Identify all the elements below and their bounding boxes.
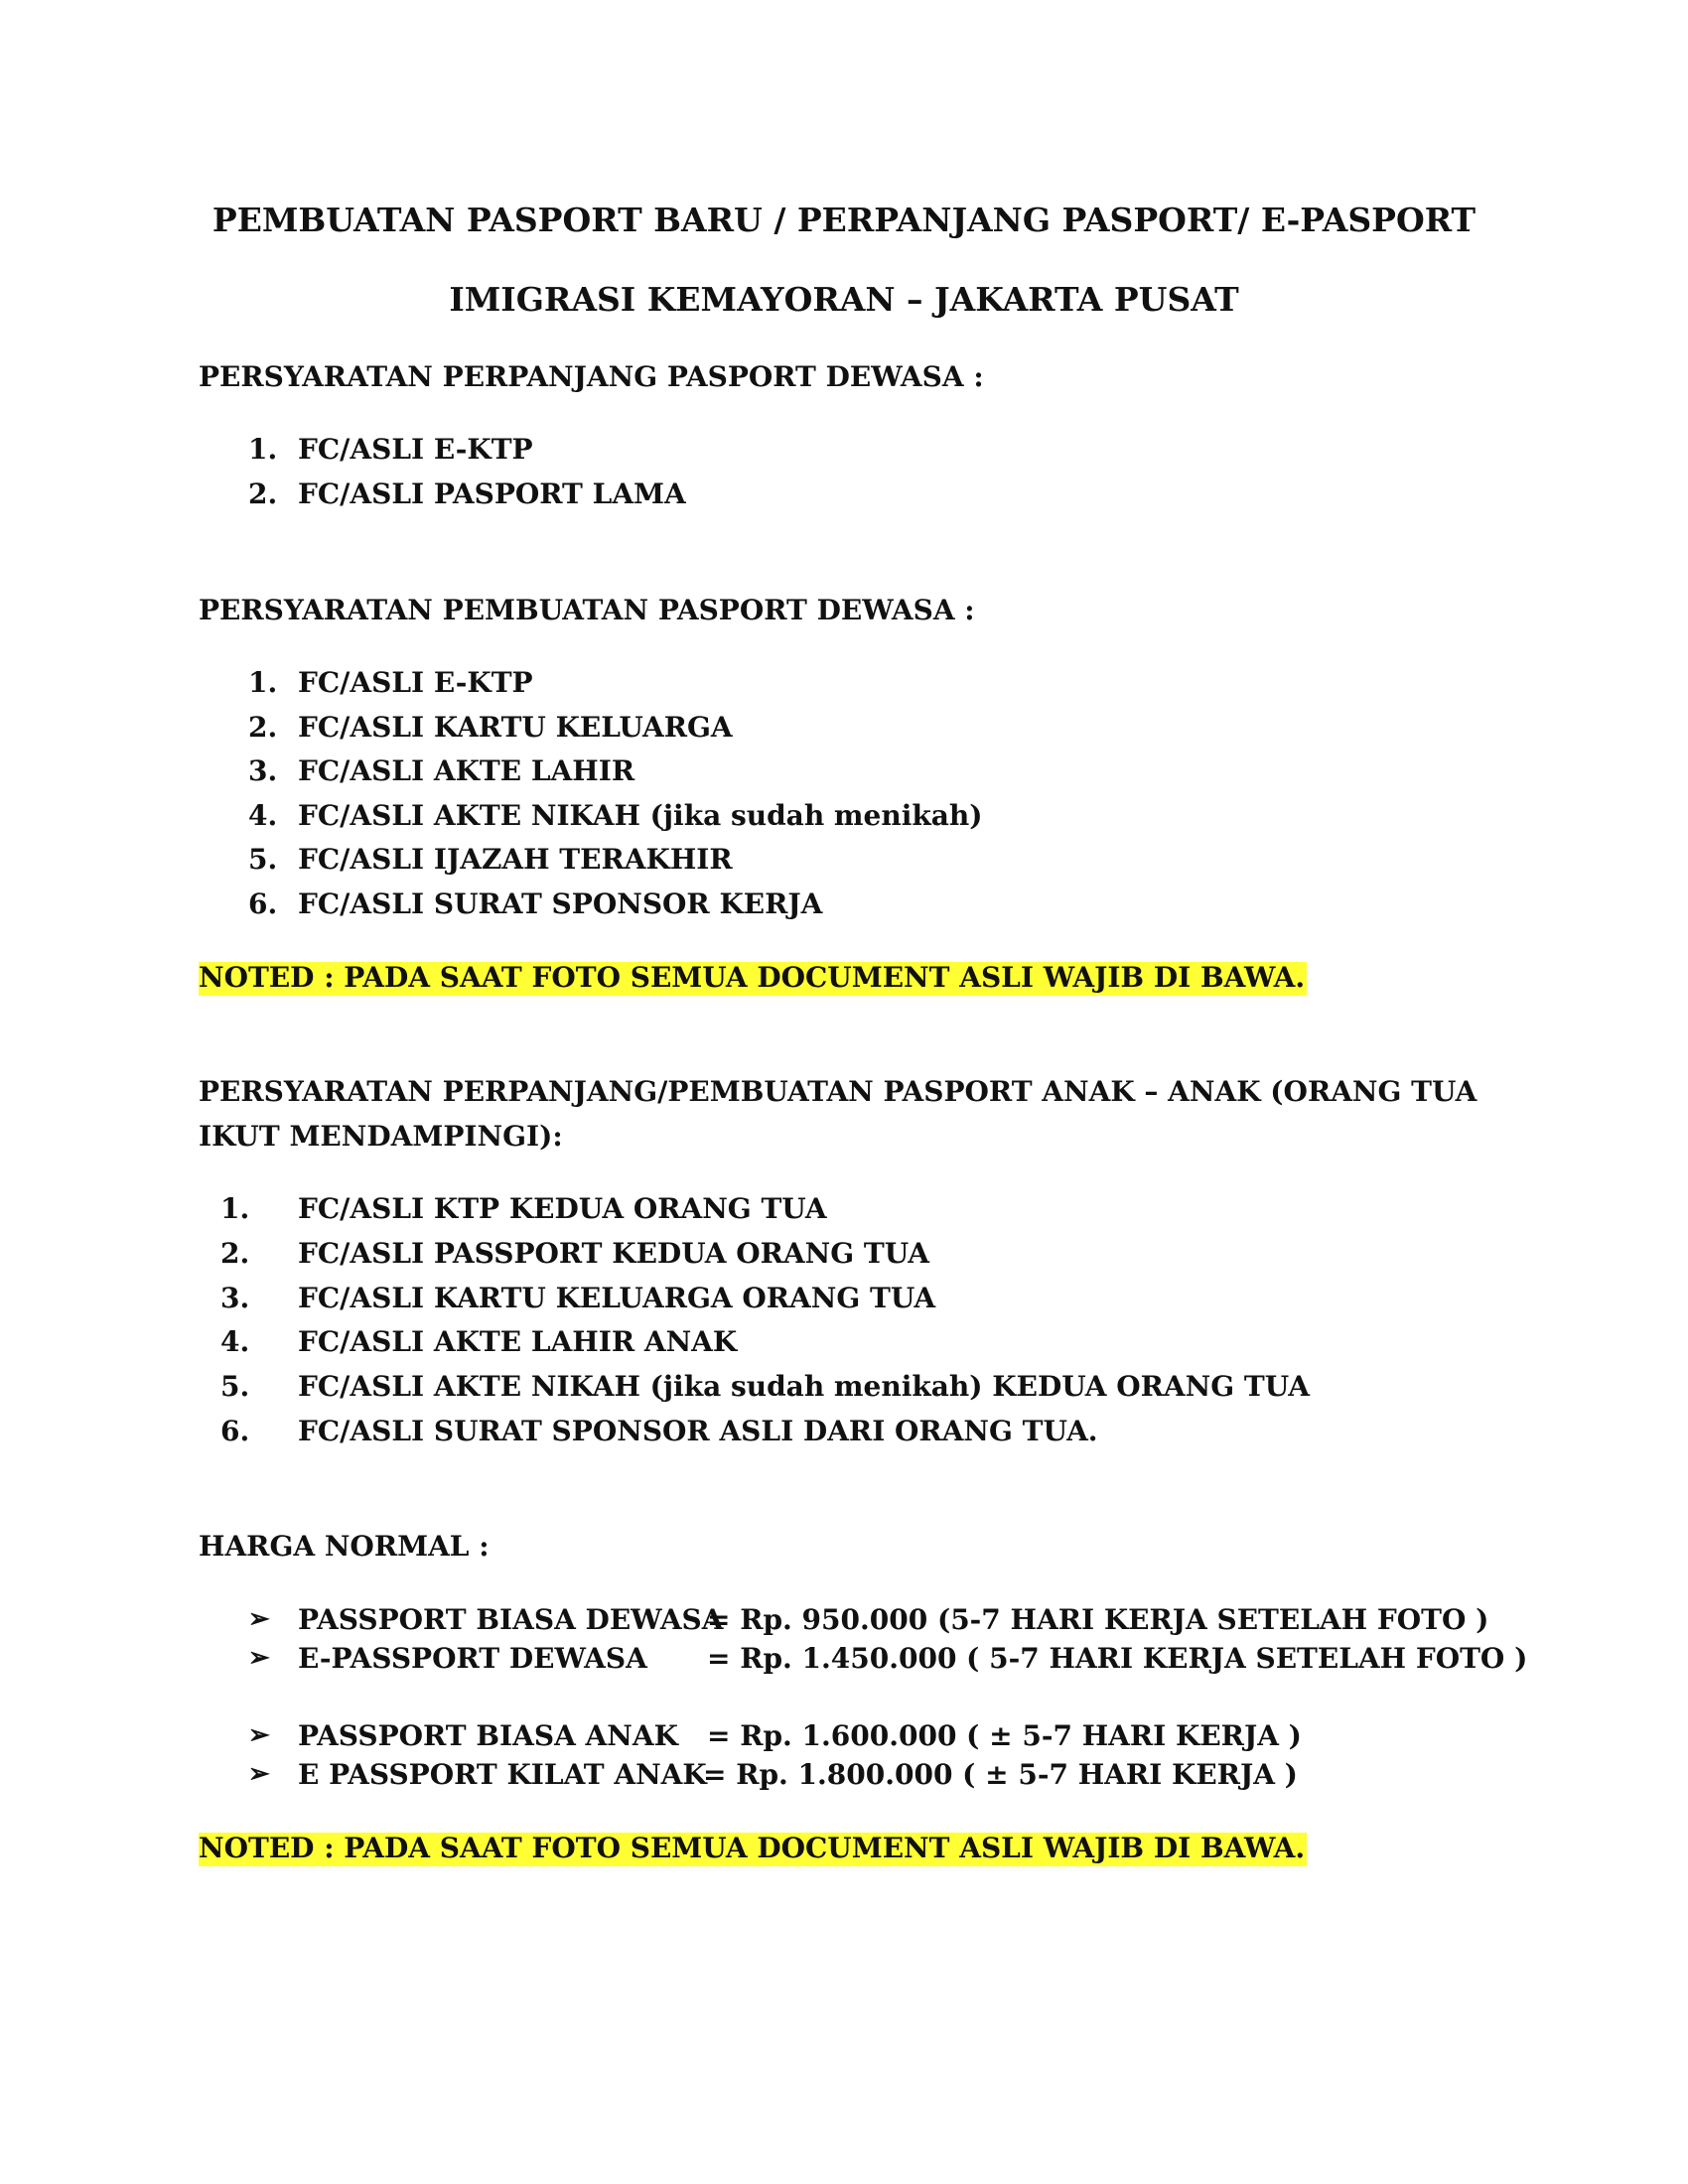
list-item: FC/ASLI KTP KEDUA ORANG TUA: [298, 1192, 827, 1225]
list-item: FC/ASLI KARTU KELUARGA ORANG TUA: [298, 1282, 936, 1314]
highlighted-note: NOTED : PADA SAAT FOTO SEMUA DOCUMENT ASLI WAJIB DI BAWA.: [199, 961, 1306, 994]
list-item-number: 1.: [248, 433, 278, 466]
list-item-number: 6.: [248, 887, 278, 920]
arrow-bullet-icon: ➢: [248, 1759, 270, 1789]
highlighted-note: NOTED : PADA SAAT FOTO SEMUA DOCUMENT ASLI WAJIB DI BAWA.: [199, 1832, 1306, 1864]
list-item-number: 3.: [220, 1282, 250, 1314]
list-item-number: 5.: [220, 1370, 250, 1403]
price-label: PASSPORT BIASA ANAK: [298, 1719, 678, 1752]
arrow-bullet-icon: ➢: [248, 1720, 270, 1750]
price-value: = Rp. 1.800.000 ( ± 5-7 HARI KERJA ): [703, 1758, 1298, 1791]
list-item-number: 2.: [220, 1237, 250, 1270]
price-value: = Rp. 950.000 (5-7 HARI KERJA SETELAH FOTO ): [707, 1603, 1489, 1636]
price-label: E-PASSPORT DEWASA: [298, 1642, 647, 1675]
document-subtitle: IMIGRASI KEMAYORAN – JAKARTA PUSAT: [449, 280, 1239, 319]
price-value: = Rp. 1.450.000 ( 5-7 HARI KERJA SETELAH FOTO ): [707, 1642, 1528, 1675]
list-item: FC/ASLI KARTU KELUARGA: [298, 711, 733, 744]
list-item-number: 1.: [248, 666, 278, 699]
section-heading-harga: HARGA NORMAL :: [199, 1530, 490, 1563]
list-item: FC/ASLI AKTE NIKAH (jika sudah menikah): [298, 799, 983, 832]
list-item: FC/ASLI E-KTP: [298, 666, 533, 699]
list-item: FC/ASLI AKTE LAHIR: [298, 754, 635, 787]
arrow-bullet-icon: ➢: [248, 1643, 270, 1673]
list-item: FC/ASLI AKTE NIKAH (jika sudah menikah) KEDUA ORANG TUA: [298, 1370, 1311, 1403]
list-item: FC/ASLI SURAT SPONSOR ASLI DARI ORANG TUA.: [298, 1415, 1098, 1447]
document-title: PEMBUATAN PASPORT BARU / PERPANJANG PASPORT/ E-PASPORT: [211, 201, 1477, 239]
section-heading-anak-continued: IKUT MENDAMPINGI):: [199, 1120, 563, 1153]
list-item-number: 5.: [248, 843, 278, 876]
section-heading-pembuatan-dewasa: PERSYARATAN PEMBUATAN PASPORT DEWASA :: [199, 594, 975, 626]
list-item: FC/ASLI AKTE LAHIR ANAK: [298, 1325, 738, 1358]
list-item: FC/ASLI PASPORT LAMA: [298, 478, 686, 510]
section-heading-perpanjang-dewasa: PERSYARATAN PERPANJANG PASPORT DEWASA :: [199, 360, 984, 393]
list-item-number: 4.: [248, 799, 278, 832]
list-item-number: 3.: [248, 754, 278, 787]
list-item-number: 2.: [248, 711, 278, 744]
price-label: PASSPORT BIASA DEWASA: [298, 1603, 724, 1636]
list-item-number: 1.: [220, 1192, 250, 1225]
arrow-bullet-icon: ➢: [248, 1604, 270, 1634]
price-value: = Rp. 1.600.000 ( ± 5-7 HARI KERJA ): [707, 1719, 1302, 1752]
list-item: FC/ASLI E-KTP: [298, 433, 533, 466]
list-item-number: 6.: [220, 1415, 250, 1447]
section-heading-anak: PERSYARATAN PERPANJANG/PEMBUATAN PASPORT ANAK – ANAK (ORANG TUA: [199, 1075, 1477, 1108]
price-label: E PASSPORT KILAT ANAK: [298, 1758, 707, 1791]
list-item: FC/ASLI IJAZAH TERAKHIR: [298, 843, 733, 876]
list-item: FC/ASLI SURAT SPONSOR KERJA: [298, 887, 823, 920]
list-item: FC/ASLI PASSPORT KEDUA ORANG TUA: [298, 1237, 929, 1270]
list-item-number: 2.: [248, 478, 278, 510]
list-item-number: 4.: [220, 1325, 250, 1358]
